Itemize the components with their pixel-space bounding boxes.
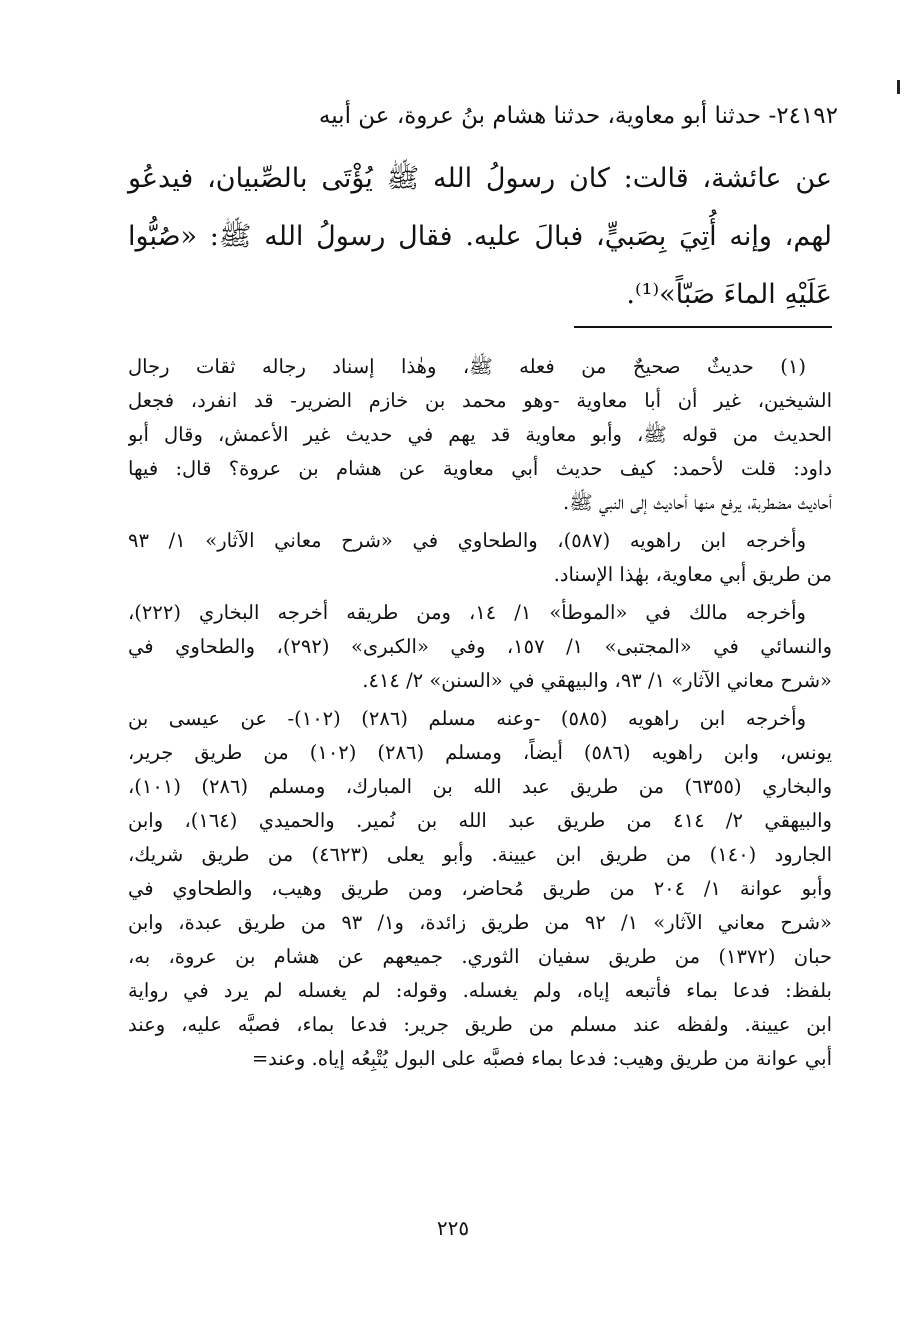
footnote-line: «شرح معاني الآثار» ١/ ٩٢ من طريق زائدة، و١/ ٩٣ من طريق عبدة، وابن — [128, 911, 832, 934]
footnote-line: بلفظ: فدعا بماء فأتبعه إياه، ولم يغسله. وقوله: لم يغسله لم يرد في رواية — [128, 979, 832, 1002]
footnote-line: أحاديث مضطربة، يرفع منها أحاديث إلى النبي ﷺ. — [563, 491, 832, 514]
footnote-line: الجارود (١٤٠) من طريق ابن عيينة. وأبو يعلى (٤٦٢٣) من طريق شريك، — [128, 843, 832, 866]
footnote-line: من طريق أبي معاوية، بهٰذا الإسناد. — [553, 563, 832, 586]
footnote-line: (١) حديثٌ صحيحٌ من فعله ﷺ، وهٰذا إسناد رجاله ثقات رجال — [128, 355, 806, 378]
footnote-line: داود: قلت لأحمد: كيف حديث أبي معاوية عن هشام بن عروة؟ قال: فيها — [128, 457, 832, 480]
hadith-number-line: ٢٤١٩٢- حدثنا أبو معاوية، حدثنا هشام بنُ عروة، عن أبيه — [318, 103, 838, 129]
hadith-line: عَلَيْهِ الماءَ صَبّاً»⁽¹⁾. — [626, 279, 832, 310]
footnote-paragraph — [128, 350, 832, 520]
hadith-line: عن عائشة، قالت: كان رسولُ الله ﷺ يُؤْتَى بالصِّبيان، فيدعُو — [128, 163, 832, 194]
footnote-line: وأخرجه ابن راهويه (٥٨٥) -وعنه مسلم (٢٨٦) (١٠٢)- عن عيسى بن — [128, 707, 806, 730]
margin-mark — [897, 80, 900, 94]
footnote-paragraph — [128, 702, 832, 1076]
hadith-text — [128, 150, 832, 324]
footnote-line: «شرح معاني الآثار» ١/ ٩٣، والبيهقي في «السنن» ٢/ ٤١٤. — [362, 669, 832, 692]
page-number: ٢٢٥ — [436, 1216, 470, 1240]
footnote-line: والبيهقي ٢/ ٤١٤ من طريق عبد الله بن نُمير. والحميدي (١٦٤)، وابن — [128, 809, 832, 832]
footnote-paragraph — [128, 524, 832, 592]
footnote-line: أبي عوانة من طريق وهيب: فدعا بماء فصبَّه على البول يُتْبِعُه إياه. وعند= — [251, 1047, 832, 1070]
footnote-line: وأخرجه مالك في «الموطأ» ١/ ١٤، ومن طريقه أخرجه البخاري (٢٢٢)، — [128, 601, 806, 624]
footnote-line: ابن عيينة. ولفظه عند مسلم من طريق جرير: فدعا بماء، فصبَّه عليه، وعند — [128, 1013, 832, 1036]
footnote-line: يونس، وابن راهويه (٥٨٦) أيضاً، ومسلم (٢٨٦) (١٠٢) من طريق جرير، — [128, 741, 832, 764]
footnote-paragraph — [128, 596, 832, 698]
footnote-line: وأخرجه ابن راهويه (٥٨٧)، والطحاوي في «شرح معاني الآثار» ١/ ٩٣ — [128, 529, 807, 552]
footnote-line: حبان (١٣٧٢) من طريق سفيان الثوري. جميعهم عن هشام بن عروة، به، — [128, 945, 832, 968]
hadith-line: لهم، وإنه أُتِيَ بِصَبيٍّ، فبالَ عليه. فقال رسولُ الله ﷺ: «صُبُّوا — [128, 221, 832, 252]
footnotes — [128, 350, 832, 1080]
footnote-line: والنسائي في «المجتبى» ١/ ١٥٧، وفي «الكبرى» (٢٩٢)، والطحاوي في — [128, 635, 832, 658]
footnote-line: وأبو عوانة ١/ ٢٠٤ من طريق مُحاضر، ومن طريق وهيب، والطحاوي في — [128, 877, 832, 900]
footnote-line: الشيخين، غير أن أبا معاوية -وهو محمد بن خازم الضرير- قد انفرد، فجعل — [128, 389, 832, 412]
footnote-separator — [574, 326, 832, 328]
footnote-line: الحديث من قوله ﷺ، وأبو معاوية قد يهم في حديث غير الأعمش، وقال أبو — [128, 423, 832, 446]
footnote-line: والبخاري (٦٣٥٥) من طريق عبد الله بن المبارك، ومسلم (٢٨٦) (١٠١)، — [128, 775, 832, 798]
